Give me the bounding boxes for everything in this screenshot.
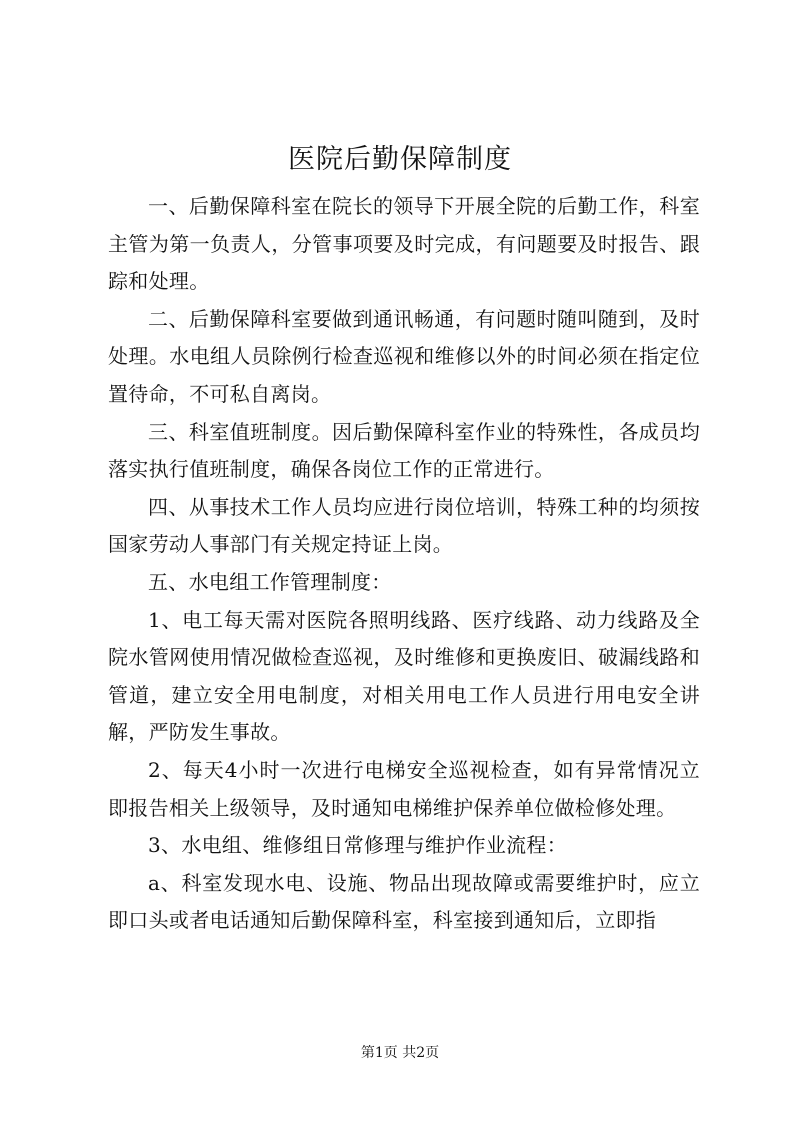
paragraph-9: a、科室发现水电、设施、物品出现故障或需要维护时，应立即口头或者电话通知后勤保障科室，科室接到通知后，立即指	[108, 870, 700, 933]
paragraph-3: 三、科室值班制度。因后勤保障科室作业的特殊性，各成员均落实执行值班制度，确保各岗位工作的正常进行。	[108, 419, 700, 482]
paragraph-4: 四、从事技术工作人员均应进行岗位培训，特殊工种的均须按国家劳动人事部门有关规定持证上岗。	[108, 494, 700, 557]
paragraph-1: 一、后勤保障科室在院长的领导下开展全院的后勤工作，科室主管为第一负责人，分管事项要及时完成，有问题要及时报告、跟踪和处理。	[108, 194, 700, 294]
paragraph-8: 3、水电组、维修组日常修理与维护作业流程：	[148, 833, 568, 858]
paragraph-5: 五、水电组工作管理制度：	[148, 569, 392, 594]
page-number-footer: 第1页 共2页	[360, 1045, 440, 1061]
document-body	[108, 188, 700, 940]
paragraph-6: 1、电工每天需对医院各照明线路、医疗线路、动力线路及全院水管网使用情况做检查巡视，及时维修和更换废旧、破漏线路和管道，建立安全用电制度，对相关用电工作人员进行用电安全讲解，严防发生事故。	[108, 607, 700, 745]
paragraph-2: 二、后勤保障科室要做到通讯畅通，有问题时随叫随到，及时处理。水电组人员除例行检查巡视和维修以外的时间必须在指定位置待命，不可私自离岗。	[108, 306, 700, 406]
paragraph-7: 2、每天4小时一次进行电梯安全巡视检查，如有异常情况立即报告相关上级领导，及时通知电梯维护保养单位做检修处理。	[108, 757, 700, 820]
document-title: 医院后勤保障制度	[288, 144, 512, 175]
